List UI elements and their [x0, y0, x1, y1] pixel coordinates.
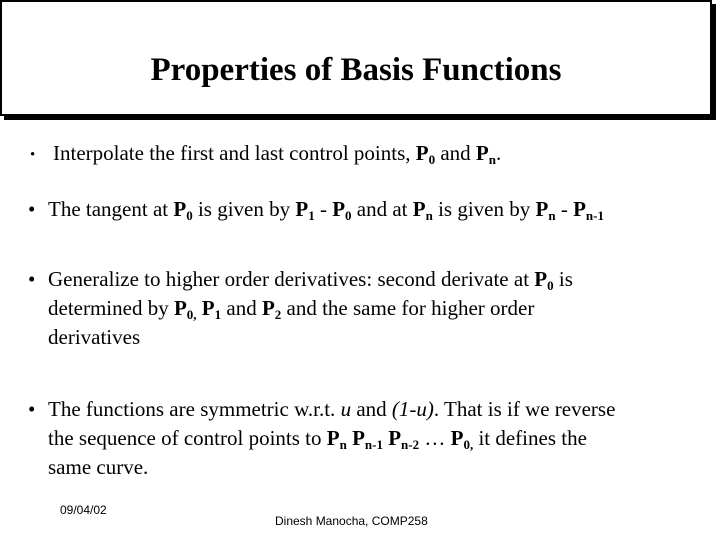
bullet-2-text: The tangent at $P_0$ is given by $P_1 - P_0$ and at $P_n$ is given by $P_n - P_{n-1}$	[48, 197, 604, 223]
bullet-3-line-3: derivatives	[48, 325, 141, 349]
bullet-4-line-1: The functions are symmetric w.r.t. u and (1-u). That is if we reverse	[48, 397, 616, 421]
footer-date: 09/04/02	[60, 503, 107, 517]
bullet-3-line-1: Generalize to higher order derivatives: second derivate at $P_0$ is	[48, 267, 573, 293]
bullet-1-text: Interpolate the first and last control points, $P_0$ and $P_n$.	[53, 141, 502, 167]
bullet-dot-1: •	[30, 147, 36, 163]
bullet-4-line-2: the sequence of control points to $P_n$ $P_{n-1}$ $P_{n-2}$ … $P_{0,}$ it defines the	[48, 426, 587, 452]
slide-title: Properties of Basis Functions	[150, 52, 562, 88]
bullet-3-line-2: determined by $P_{0,}$ $P_1$ and $P_2$ and the same for higher order	[48, 296, 535, 322]
bullet-dot-3: •	[28, 267, 36, 291]
bullet-4-line-3: same curve.	[48, 455, 149, 479]
footer-author: Dinesh Manocha, COMP258	[275, 514, 428, 528]
bullet-dot-4: •	[28, 397, 36, 421]
bullet-dot-2: •	[28, 197, 36, 221]
